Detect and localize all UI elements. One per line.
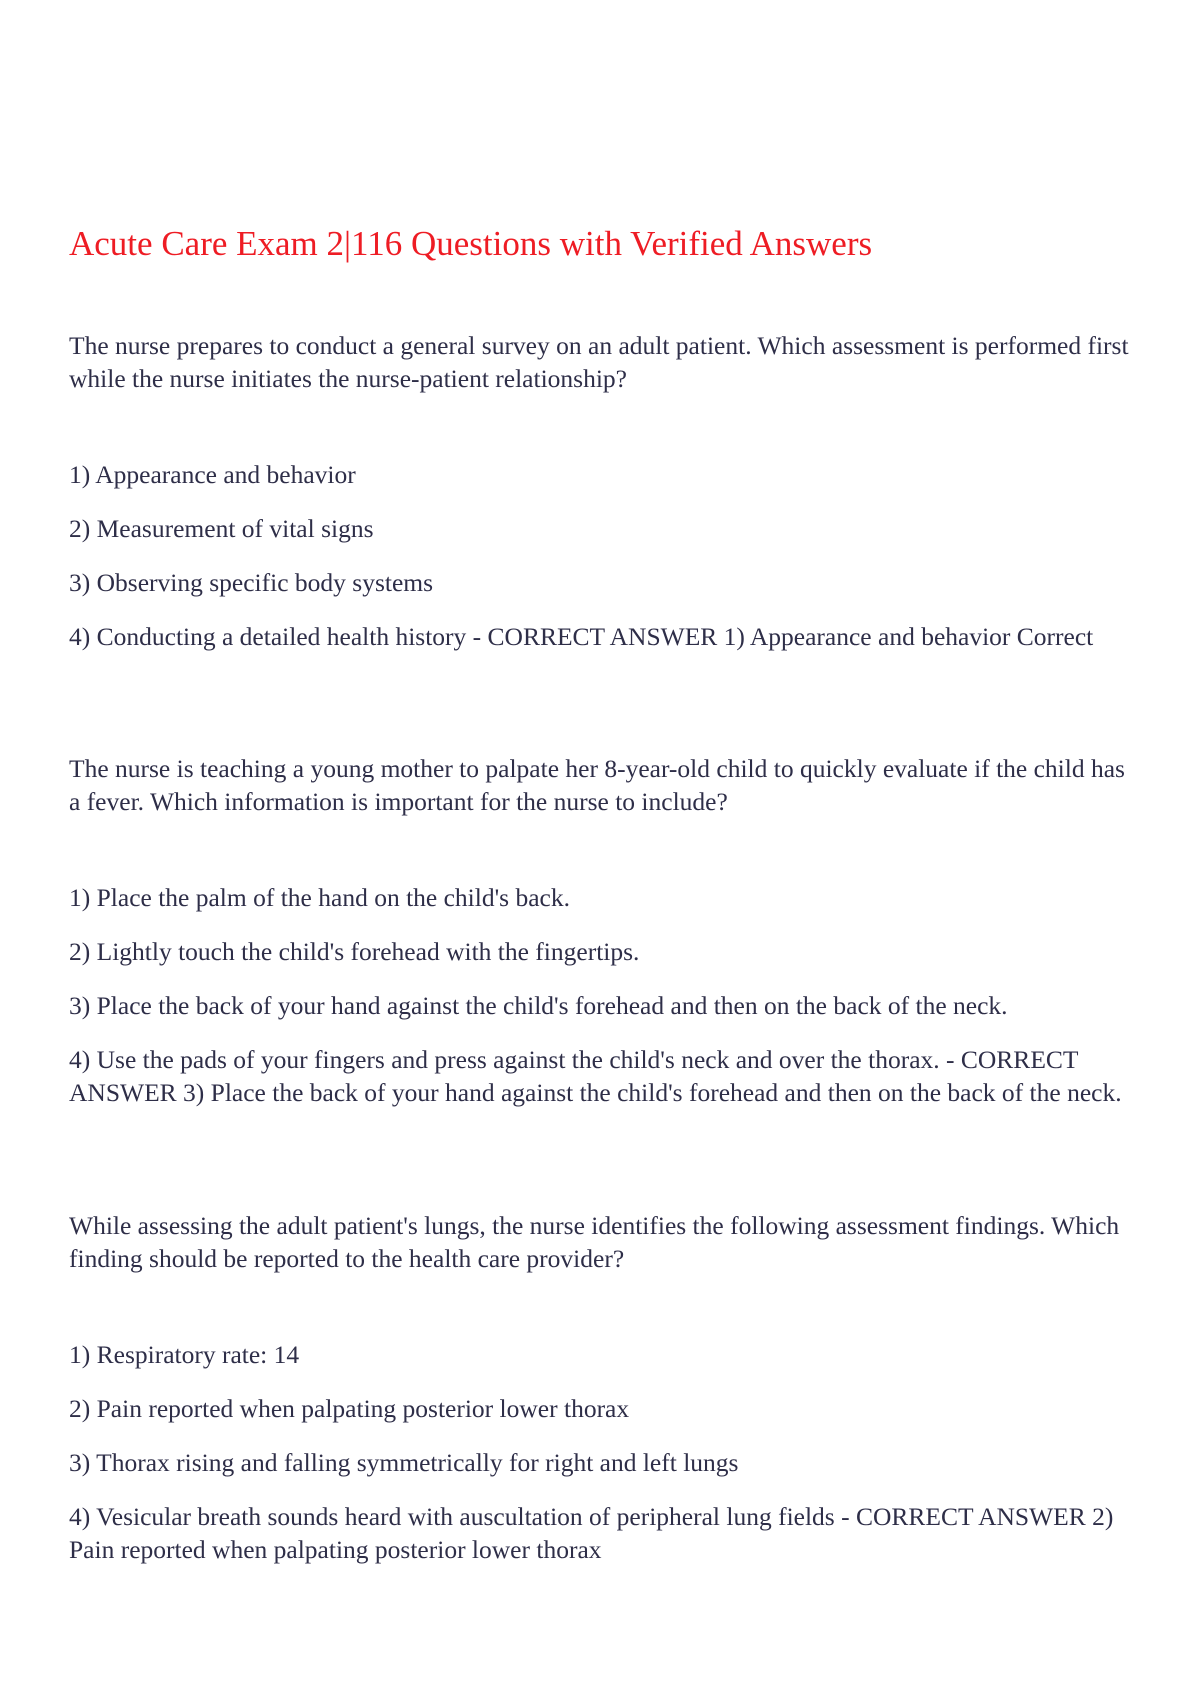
document-title: Acute Care Exam 2|116 Questions with Verified Answers bbox=[69, 224, 873, 263]
question-2-option-1: 1) Place the palm of the hand on the child's back. bbox=[69, 883, 570, 912]
question-2-option-4-with-answer: 4) Use the pads of your fingers and press against the child's neck and over the thorax. - CORRECT ANSWER 3) Place the back of your hand against the child's forehead and then on the back of the neck. bbox=[69, 1045, 1122, 1107]
question-3-option-1: 1) Respiratory rate: 14 bbox=[69, 1340, 300, 1369]
question-1-stem: The nurse prepares to conduct a general survey on an adult patient. Which assessment is performed first while the nurse initiates the nurse-patient relationship? bbox=[69, 331, 1129, 393]
question-2-stem: The nurse is teaching a young mother to palpate her 8-year-old child to quickly evaluate if the child has a fever. Which information is important for the nurse to include? bbox=[69, 754, 1125, 816]
question-1-option-4-with-answer: 4) Conducting a detailed health history - CORRECT ANSWER 1) Appearance and behavior Correct bbox=[69, 622, 1094, 651]
question-3-stem: While assessing the adult patient's lungs, the nurse identifies the following assessment findings. Which finding should be reported to the health care provider? bbox=[69, 1211, 1120, 1273]
question-2-option-2: 2) Lightly touch the child's forehead with the fingertips. bbox=[69, 937, 640, 966]
question-1-option-3: 3) Observing specific body systems bbox=[69, 568, 434, 597]
question-2-option-3: 3) Place the back of your hand against the child's forehead and then on the back of the neck. bbox=[69, 991, 1008, 1020]
question-1-option-1: 1) Appearance and behavior bbox=[69, 460, 356, 489]
question-3-option-3: 3) Thorax rising and falling symmetrically for right and left lungs bbox=[69, 1448, 739, 1477]
question-3-option-4-with-answer: 4) Vesicular breath sounds heard with auscultation of peripheral lung fields - CORRECT ANSWER 2) Pain reported when palpating posterior lower thorax bbox=[69, 1502, 1114, 1564]
question-1 bbox=[69, 329, 1129, 395]
question-3-option-2: 2) Pain reported when palpating posterior lower thorax bbox=[69, 1394, 630, 1423]
question-2 bbox=[69, 752, 1129, 818]
question-1-option-2: 2) Measurement of vital signs bbox=[69, 514, 374, 543]
question-2-options bbox=[69, 881, 1129, 1130]
question-3 bbox=[69, 1209, 1129, 1275]
question-1-options bbox=[69, 458, 1129, 674]
question-3-options bbox=[69, 1338, 1129, 1587]
